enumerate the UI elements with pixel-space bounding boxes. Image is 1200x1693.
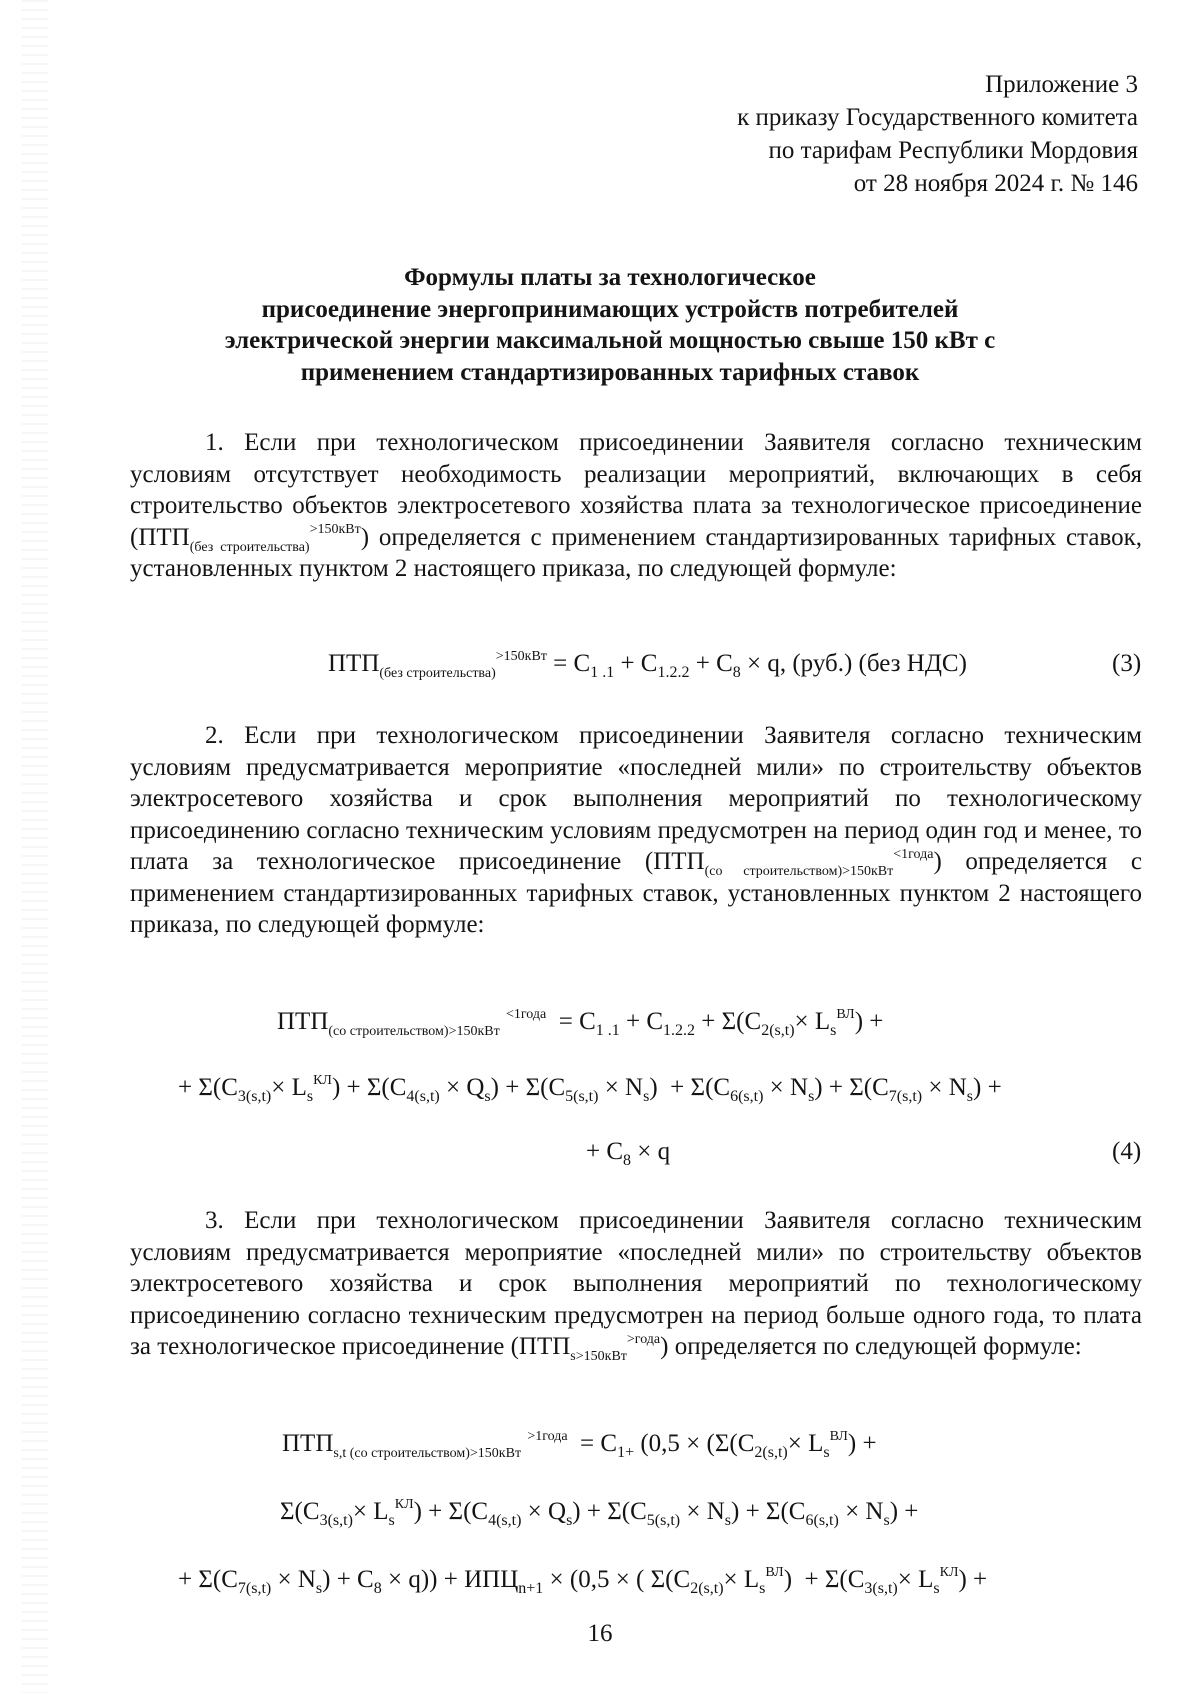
paragraph-text: 1. Если при технологическом присоединении Заявителя согласно техническим условиям отсутствует необходимость реализации мероприятий, включающих в себя строительство объектов электросетевого хозяйства плата за технологическое присоединение (ПТП <box>130 429 1142 551</box>
paragraph-1 <box>130 427 1142 585</box>
formula-number: (3) <box>1112 650 1142 677</box>
header-line: от 28 ноября 2024 г. № 146 <box>853 170 1138 197</box>
paragraph-subscript: (без строительства) <box>189 539 310 555</box>
scan-edge-artifact <box>22 0 48 1693</box>
paragraph-text: ) определяется с применением стандартизированных тарифных ставок, установленных пунктом 2 настоящего приказа, по следующей формуле: <box>130 523 1142 582</box>
header-line: к приказу Государственного комитета <box>737 104 1138 131</box>
paragraph-text: 3. Если при технологическом присоединении Заявителя согласно техническим условиям предусматривается мероприятие «последней мили» по строительству объектов электросетевого хозяйства и срок выполнения мероприятий по технологическому присоединению согласно техническим предусмотрен на период больше одного года, то плата за технологическое присоединение (ПТП <box>130 1207 1142 1360</box>
header-line: по тарифам Республики Мордовия <box>768 137 1138 164</box>
paragraph-text: ) определяется по следующей формуле: <box>660 1333 1082 1360</box>
paragraph-text: ) определяется с применением стандартизированных тарифных ставок, установленных пунктом 2 настоящего приказа, по следующей формуле: <box>130 848 1142 938</box>
paragraph-subscript: (со строительством)>150кВт <box>704 864 894 879</box>
title-line: Формулы платы за технологическое <box>404 264 816 291</box>
formula-5-line-1: $ПТП_{s,t (со строительством)>150кВт}$ $^{>1года} = С_{1+}$ ($0,5 \times (\Sigma(С_{2(s,t)}\times L_s^{ВЛ})$ + <box>282 1428 877 1461</box>
formula-5-line-3: + $\Sigma(С_{7(s,t)} \times N_s) + С_8 \times q)) + ИПЦ_{n+1} \times (0,5$ × ( $\Sigma(С_{2(s,t)}\times L_s^{ВЛ}) + \Sigma(С_{3(s,t)}\times L_s^{КЛ})$ + <box>178 1564 988 1597</box>
paragraph-2 <box>130 720 1142 941</box>
formula-number: (4) <box>1112 1138 1142 1165</box>
formula-4-line-1: $ПТП_{(со строительством)>150кВт}$ $^{<1года} = С_{1 .1} + С_{1.2.2} + \Sigma(С_{2(s,t)}\times L_s^{ВЛ})$ + <box>277 1006 884 1039</box>
title-line: присоединение энергопринимающих устройств потребителей <box>261 295 959 323</box>
document-title <box>130 262 1090 388</box>
paragraph-superscript: <1года <box>893 846 934 862</box>
formula-3: $ПТП_{(без строительства)}^{>150кВт} = С_{1 .1} + С_{1.2.2} + С_8 \times q$, (руб.) (без НДС) <box>328 648 967 681</box>
formula-5-line-2: $\Sigma(С_{3(s,t)}\times L_s^{КЛ}) + \Sigma(С_{4(s,t)} \times Q_s) + \Sigma(С_{5(s,t)} \times N_s) + \Sigma(С_{6(s,t)} \times N_s)$ + <box>280 1496 919 1529</box>
appendix-header <box>538 68 1138 200</box>
paragraph-superscript: >150кВт <box>309 522 361 538</box>
paragraph-text: 2. Если при технологическом присоединении Заявителя согласно техническим условиям предусматривается мероприятие «последней мили» по строительству объектов электросетевого хозяйства и срок выполнения мероприятий по технологическому присоединению согласно техническим условиям предусмотрен на период один год и менее, то плата за технологическое присоединение (ПТП <box>130 722 1142 875</box>
header-line: Приложение 3 <box>985 71 1138 98</box>
paragraph-3 <box>130 1205 1142 1363</box>
title-line: электрической энергии максимальной мощностью свыше 150 кВт с <box>224 327 996 354</box>
page-number: 16 <box>587 1620 613 1647</box>
formula-4-line-3: + $С_8 \times q$ <box>586 1138 671 1169</box>
title-line: применением стандартизированных тарифных ставок <box>300 358 920 386</box>
paragraph-superscript: >года <box>626 1331 661 1347</box>
paragraph-subscript: s>150кВт <box>570 1349 627 1364</box>
formula-4-line-2: + $\Sigma(С_{3(s,t)}\times L_s^{КЛ}) + \Sigma(С_{4(s,t)} \times Q_s) + \Sigma(С_{5(s,t)} \times N_s) + \Sigma(С_{6(s,t)} \times N_s) + \Sigma(С_{7(s,t)} \times N_s)$ + <box>178 1072 1002 1105</box>
